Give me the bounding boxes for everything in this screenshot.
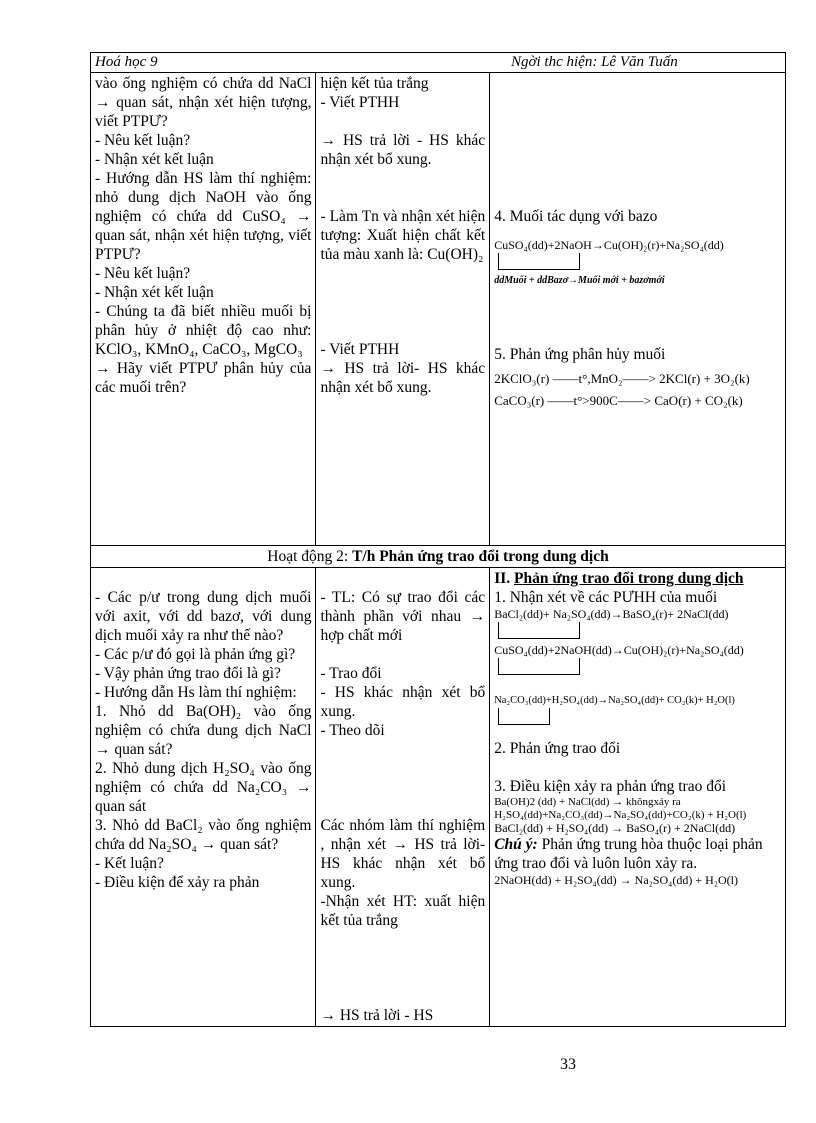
lesson-table xyxy=(90,72,786,1027)
equation: BaCl₂(dd)+ Na₂SO₄(dd)→BaSO₄(r)+ 2NaCl(dd) xyxy=(494,607,729,621)
header-subject: Hoá học 9 xyxy=(95,54,158,70)
list-item: - Vậy phản ứng trao đổi là gì? xyxy=(95,665,281,682)
bracket-line xyxy=(498,253,580,270)
subheading: 2. Phản ứng trao đổi xyxy=(494,740,621,757)
equation: CaCO₃(r) ——t°>900C——> CaO(r) + CO₂(k) xyxy=(494,393,743,408)
list-item: - TL: Có sự trao đổi các thành phần với nhau → hợp chất mới xyxy=(320,589,486,644)
list-item: - Kết luận? xyxy=(95,855,164,872)
activity-title: T/h Phản ứng trao đổi trong dung dịch xyxy=(352,548,609,565)
table-row xyxy=(91,568,786,1027)
teacher-activity-cell xyxy=(91,73,316,546)
list-item: hiện kết tủa trắng xyxy=(320,75,429,92)
teacher-activity-cell xyxy=(91,568,316,1027)
content-cell xyxy=(490,73,786,546)
list-item: - Các p/ư trong dung dịch muối với axit, với dd bazơ, với dung dịch muối xảy ra như thế nào? xyxy=(95,589,312,644)
section-heading: 5. Phản ứng phân hủy muối xyxy=(494,346,666,363)
page-header xyxy=(90,52,786,73)
list-item: → HS trả lời - HS khác nhận xét bổ xung. xyxy=(320,132,486,168)
list-item: -Nhận xét HT: xuất hiện kết tủa trắng xyxy=(320,893,486,929)
bracket-line xyxy=(498,708,550,725)
section-heading: 4. Muối tác dụng với bazo xyxy=(494,208,658,225)
table-row xyxy=(91,546,786,568)
list-item: - Nêu kết luận? xyxy=(95,132,191,149)
subheading: 1. Nhận xét về các PƯHH của muối xyxy=(494,589,718,606)
list-item: 2. Nhỏ dung dịch H₂SO₄ vào ống nghiệm có chứa dd Na₂CO₃ → quan sát xyxy=(95,760,312,815)
list-item: - Nhận xét kết luận xyxy=(95,284,214,301)
list-item: - Làm Tn và nhận xét hiện tượng: Xuất hiện chất kết tủa màu xanh là: Cu(OH)₂ xyxy=(320,208,486,263)
equation: Na₂CO₃(dd)+H₂SO₄(dd)→Na₂SO₄(dd)+ CO₂(k)+ H₂O(l) xyxy=(494,695,735,706)
list-item: - Hướng dẫn Hs làm thí nghiệm: xyxy=(95,684,297,701)
list-item: → Hãy viết PTPƯ phân hủy của các muối trên? xyxy=(95,360,312,396)
equation: H₂SO₄(dd)+Na₂CO₃(dd)→Na₂SO₄(dd)+CO₂(k) + H₂O(l) xyxy=(494,809,747,821)
equation: Ba(OH)2 (dd) + NaCl(dd) → khôngxảy ra xyxy=(494,796,681,808)
list-item: - Theo dõi xyxy=(320,722,385,739)
equation: BaCl₂(dd) + H₂SO₄(dd) → BaSO₄(r) + 2NaCl(dd) xyxy=(494,821,736,835)
list-item: - Các p/ư đó gọi là phản ứng gì? xyxy=(95,646,296,663)
content-cell xyxy=(490,568,786,1027)
note-label: Chú ý: xyxy=(494,836,538,853)
list-item: - Viết PTHH xyxy=(320,94,400,111)
note-text: Phản ứng trung hòa thuộc loại phản ứng trao đổi và luôn luôn xảy ra. xyxy=(494,836,763,872)
list-item: - Nhận xét kết luận xyxy=(95,151,214,168)
list-item: Các nhóm làm thí nghiệm , nhận xét → HS trả lời- HS khác nhận xét bổ xung. xyxy=(320,817,486,891)
equation: 2KClO₃(r) ——t°,MnO₂——> 2KCl(r) + 3O₂(k) xyxy=(494,371,750,386)
list-item: - HS khác nhận xét bổ xung. xyxy=(320,684,486,720)
equation: CuSO₄(dd)+2NaOH→Cu(OH)₂(r)+Na₂SO₄(dd) xyxy=(494,238,724,252)
equation-rule: ddMuối + ddBazơ→Muối mới + bazơmới xyxy=(494,275,665,286)
list-item: 1. Nhỏ dd Ba(OH)₂ vào ống nghiệm có chứa dung dịch NaCl → quan sát? xyxy=(95,703,312,758)
equation: 2NaOH(dd) + H₂SO₄(dd) → Na₂SO₄(dd) + H₂O(l) xyxy=(494,873,738,887)
section-number: II. xyxy=(494,570,511,587)
student-activity-cell xyxy=(316,73,490,546)
list-item: → HS trả lời - HS xyxy=(320,1007,434,1024)
list-item: - Hướng dẫn HS làm thí nghiệm: nhỏ dung dịch NaOH vào ống nghiệm có chứa dd CuSO₄ → quan sát, nhận xét hiện tượng, viết PTPƯ? xyxy=(95,170,312,263)
list-item: - Chúng ta đã biết nhiều muối bị phân hủy ở nhiệt độ cao như: KClO₃, KMnO₄, CaCO₃, MgCO₃ xyxy=(95,303,312,358)
list-item: - Viết PTHH xyxy=(320,341,400,358)
subheading: 3. Điều kiện xảy ra phản ứng trao đổi xyxy=(494,778,726,795)
list-item: - Nêu kết luận? xyxy=(95,265,191,282)
activity-heading xyxy=(91,546,786,568)
list-item: - Điều kiện để xảy ra phản xyxy=(95,874,260,891)
list-item: - Trao đổi xyxy=(320,665,382,682)
header-author: Ngời thc hiện: Lê Văn Tuấn xyxy=(511,54,678,70)
activity-prefix: Hoạt động 2: xyxy=(267,548,353,565)
section-title: Phản ứng trao đổi trong dung dịch xyxy=(514,570,744,587)
note xyxy=(494,835,781,873)
bracket-line xyxy=(498,622,580,639)
section-heading xyxy=(494,569,781,588)
bracket-line xyxy=(498,658,580,675)
student-activity-cell xyxy=(316,568,490,1027)
list-item: vào ống nghiệm có chứa dd NaCl → quan sát, nhận xét hiện tượng, viết PTPƯ? xyxy=(95,75,312,130)
list-item: → HS trả lời- HS khác nhận xét bổ xung. xyxy=(320,360,486,396)
equation: CuSO₄(dd)+2NaOH(dd)→Cu(OH)₂(r)+Na₂SO₄(dd) xyxy=(494,643,744,657)
list-item: 3. Nhỏ dd BaCl₂ vào ống nghiệm chứa dd Na₂SO₄ → quan sát? xyxy=(95,817,312,853)
table-row xyxy=(91,73,786,546)
page-number: 33 xyxy=(560,1056,576,1073)
